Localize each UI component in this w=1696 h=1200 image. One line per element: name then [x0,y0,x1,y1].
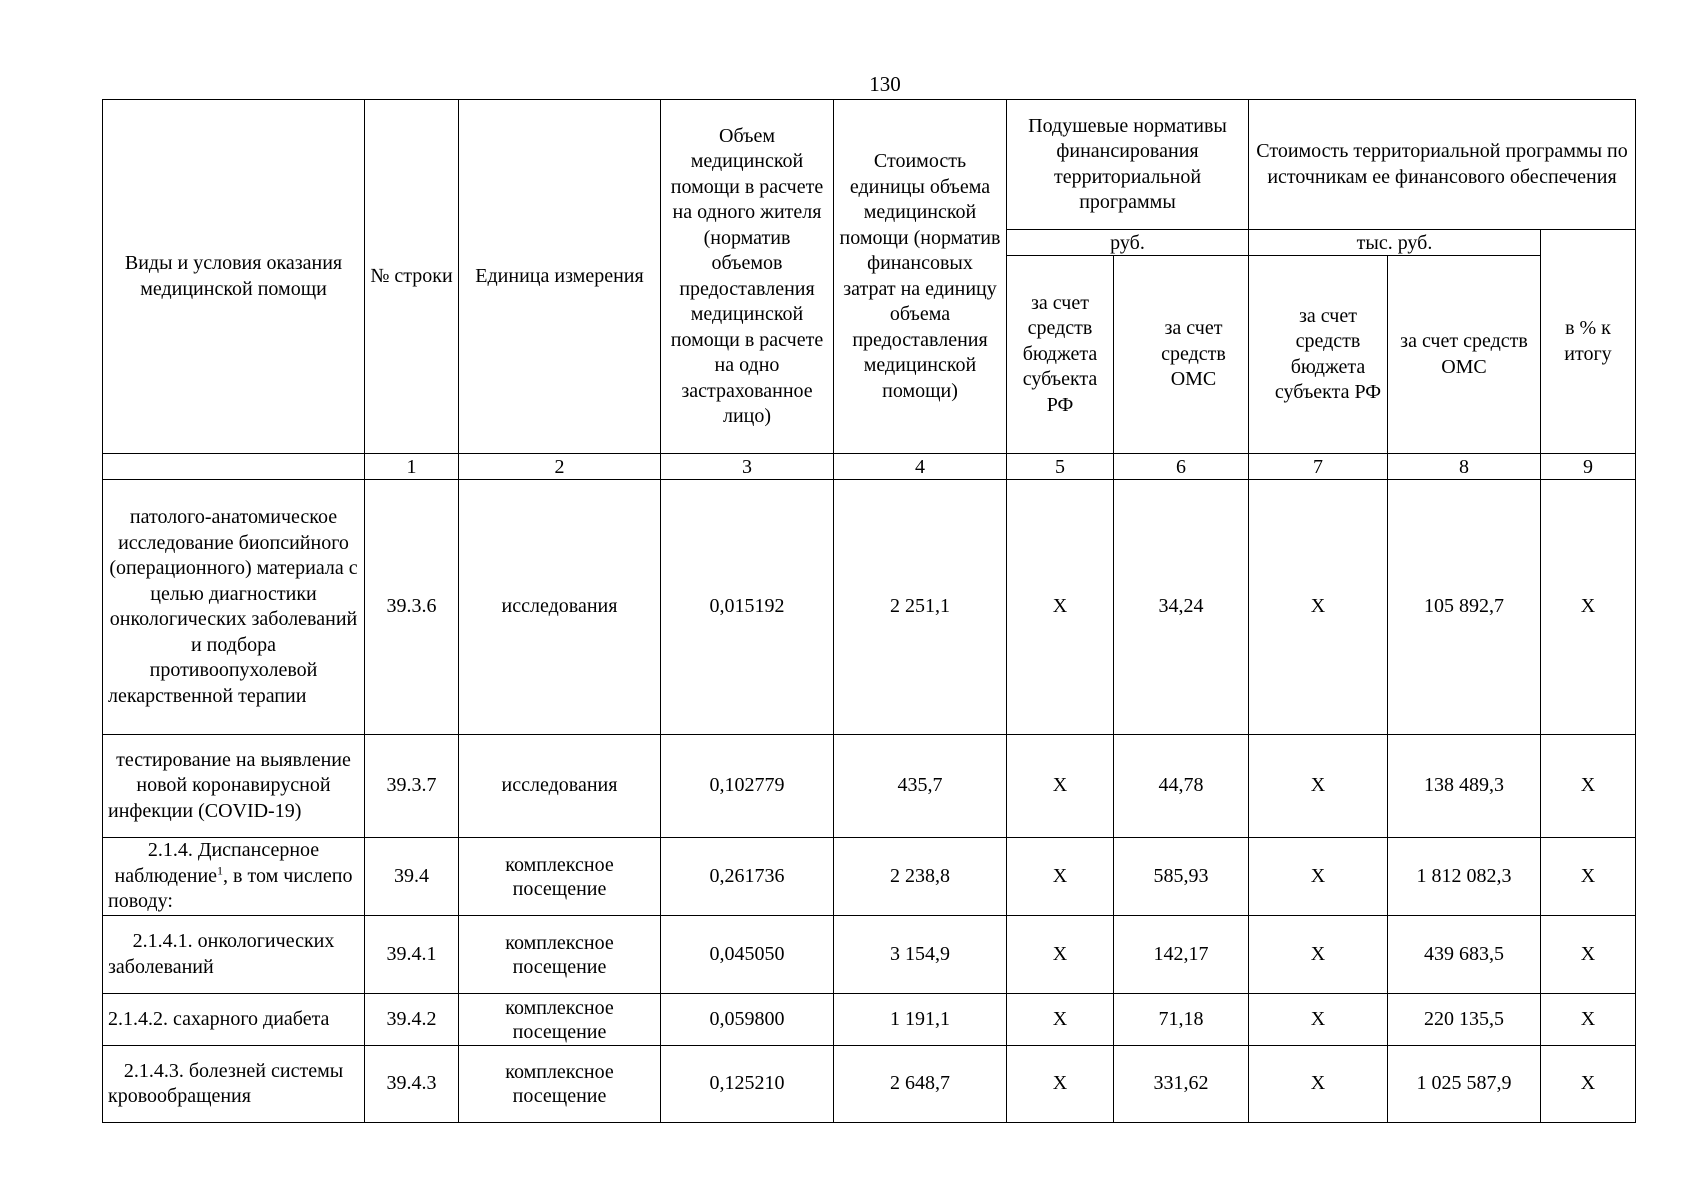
header-per-capita: Подушевые нормативы финансирования территориальной программы [1007,100,1249,230]
row-label: патолого-анатомическое исследование биопсийного (операционного) материала с целью диагностики онкологических заболеваний и подбора противоопухолевой лекарственной терапии [103,480,365,735]
row-col7: Х [1249,916,1388,994]
row-number: 39.4.2 [365,994,459,1046]
row-unit: комплексное посещение [459,838,661,916]
row-number: 39.4 [365,838,459,916]
row-col7: Х [1249,994,1388,1046]
header-kinds: Виды и условия оказания медицинской помощи [103,100,365,454]
row-number: 39.3.6 [365,480,459,735]
header-col6: за счет средств ОМС [1114,256,1249,454]
row-col8: 1 025 587,9 [1388,1046,1541,1123]
column-number: 1 [365,454,459,480]
row-volume: 0,059800 [661,994,834,1046]
header-col8: за счет средств ОМС [1388,256,1541,454]
row-col6: 71,18 [1114,994,1249,1046]
column-number [103,454,365,480]
header-cost: Стоимость единицы объема медицинской помощи (норматив финансовых затрат на единицу объема предоставления медицинской помощи) [834,100,1007,454]
unit-rub: руб. [1007,230,1249,256]
unit-thousand-rub: тыс. руб. [1249,230,1541,256]
table-row [103,916,1636,994]
row-label: 2.1.4.2. сахарного диабета [103,994,365,1046]
row-col5: Х [1007,994,1114,1046]
row-cost: 3 154,9 [834,916,1007,994]
row-label: 2.1.4.1. онкологических заболеваний [103,916,365,994]
row-col9: Х [1541,735,1636,838]
row-label-text: , в том числепо поводу: [108,864,353,913]
row-volume: 0,102779 [661,735,834,838]
row-unit: комплексное посещение [459,994,661,1046]
row-number: 39.4.3 [365,1046,459,1123]
row-cost: 435,7 [834,735,1007,838]
row-col9: Х [1541,480,1636,735]
header-col7: за счет средств бюджета субъекта РФ [1249,256,1388,454]
row-col8: 1 812 082,3 [1388,838,1541,916]
row-volume: 0,261736 [661,838,834,916]
row-label [103,838,365,916]
row-col9: Х [1541,1046,1636,1123]
row-label-text: 2.1.4. Диспансерное наблюдение [114,839,320,887]
row-label: тестирование на выявление новой коронавирусной инфекции (COVID-19) [103,735,365,838]
financing-table [102,99,1636,1123]
row-number: 39.3.7 [365,735,459,838]
table-row [103,838,1636,916]
row-col6: 44,78 [1114,735,1249,838]
column-number: 3 [661,454,834,480]
row-col8: 439 683,5 [1388,916,1541,994]
row-col6: 585,93 [1114,838,1249,916]
row-cost: 1 191,1 [834,994,1007,1046]
row-volume: 0,045050 [661,916,834,994]
header-row [103,100,1636,230]
header-volume: Объем медицинской помощи в расчете на одного жителя (норматив объемов предоставления медицинской помощи в расчете на одно застрахованное лицо) [661,100,834,454]
row-col8: 105 892,7 [1388,480,1541,735]
row-unit: комплексное посещение [459,916,661,994]
row-col7: Х [1249,838,1388,916]
table-row [103,735,1636,838]
row-unit: комплексное посещение [459,1046,661,1123]
row-volume: 0,015192 [661,480,834,735]
header-col9: в % к итогу [1541,230,1636,454]
column-numbers-row [103,454,1636,480]
footnote-marker: 1 [217,863,224,878]
row-number: 39.4.1 [365,916,459,994]
header-unit: Единица измерения [459,100,661,454]
row-col8: 138 489,3 [1388,735,1541,838]
table-row [103,480,1636,735]
row-col7: Х [1249,735,1388,838]
column-number: 4 [834,454,1007,480]
row-col5: Х [1007,838,1114,916]
row-cost: 2 251,1 [834,480,1007,735]
header-row-number: № строки [365,100,459,454]
row-unit: исследования [459,480,661,735]
row-col6: 34,24 [1114,480,1249,735]
column-number: 9 [1541,454,1636,480]
table-row [103,1046,1636,1123]
row-col8: 220 135,5 [1388,994,1541,1046]
row-col5: Х [1007,480,1114,735]
header-col5: за счет средств бюджета субъекта РФ [1007,256,1114,454]
row-col6: 331,62 [1114,1046,1249,1123]
row-label: 2.1.4.3. болезней системы кровообращения [103,1046,365,1123]
row-col9: Х [1541,838,1636,916]
row-col7: Х [1249,480,1388,735]
column-number: 6 [1114,454,1249,480]
row-col7: Х [1249,1046,1388,1123]
row-cost: 2 238,8 [834,838,1007,916]
page-number: 130 [869,72,901,96]
column-number: 7 [1249,454,1388,480]
row-col9: Х [1541,994,1636,1046]
row-col9: Х [1541,916,1636,994]
column-number: 2 [459,454,661,480]
row-cost: 2 648,7 [834,1046,1007,1123]
row-col5: Х [1007,735,1114,838]
header-program-cost: Стоимость территориальной программы по источникам ее финансового обеспечения [1249,100,1636,230]
row-col6: 142,17 [1114,916,1249,994]
column-number: 5 [1007,454,1114,480]
row-volume: 0,125210 [661,1046,834,1123]
row-unit: исследования [459,735,661,838]
row-col5: Х [1007,916,1114,994]
table-row [103,994,1636,1046]
column-number: 8 [1388,454,1541,480]
row-col5: Х [1007,1046,1114,1123]
